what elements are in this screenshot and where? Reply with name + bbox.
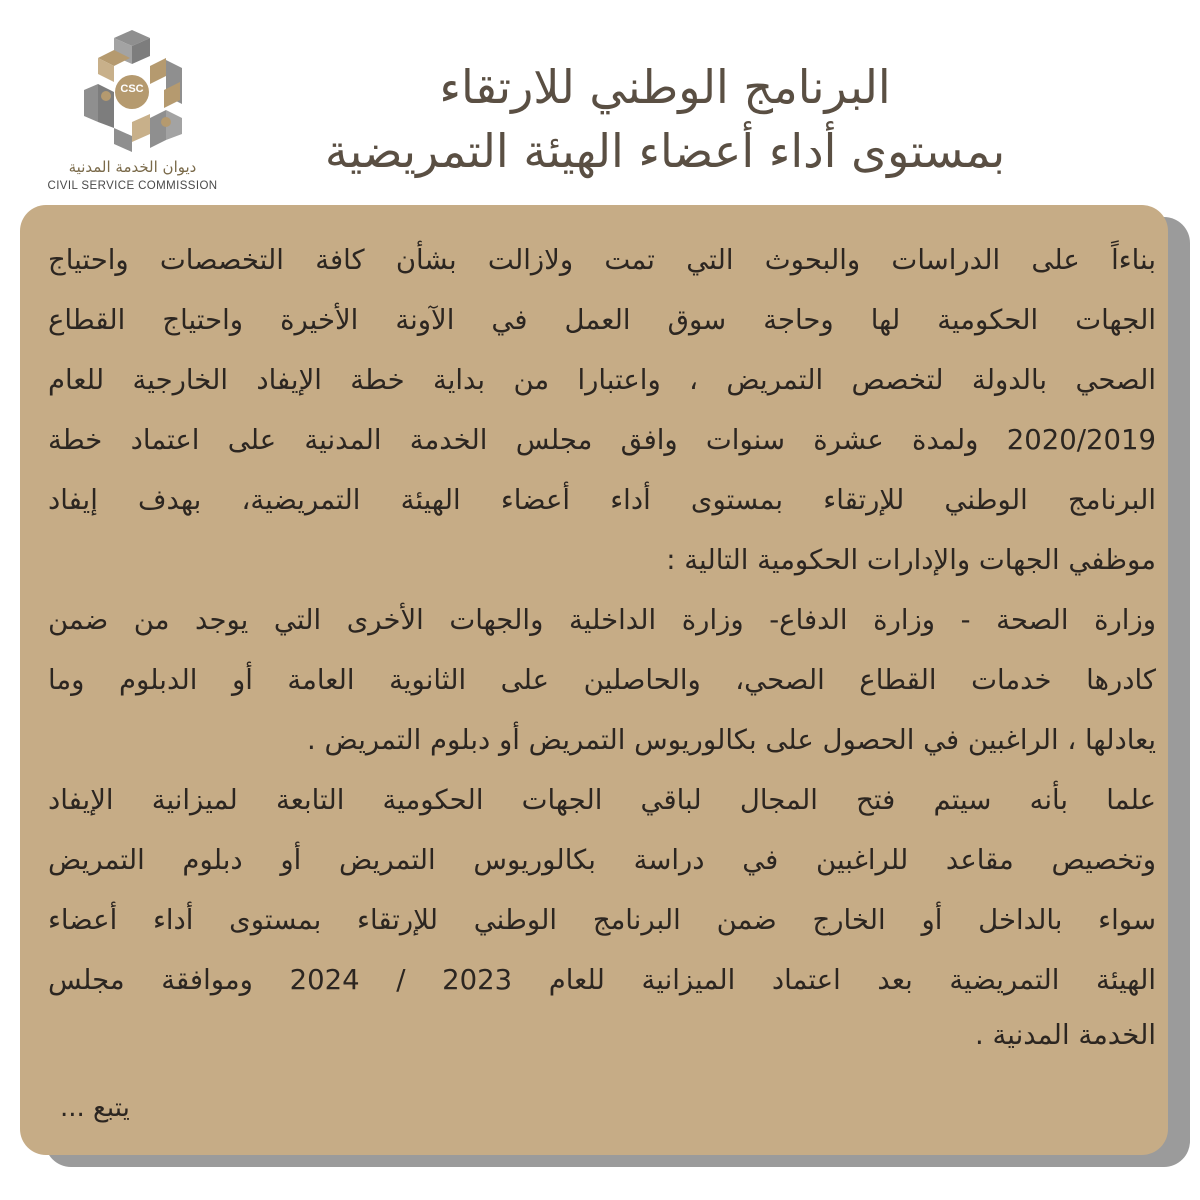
page-title bbox=[250, 55, 1080, 183]
logo-english-name: CIVIL SERVICE COMMISSION bbox=[47, 180, 218, 192]
body-line: الهيئة التمريضية بعد اعتماد الميزانية للعام 2023 / 2024 وموافقة مجلس bbox=[48, 964, 1156, 996]
title-line-1: البرنامج الوطني للارتقاء bbox=[439, 60, 891, 114]
body-line: 2020/2019 ولمدة عشرة سنوات وافق مجلس الخدمة المدنية على اعتماد خطة bbox=[48, 424, 1156, 456]
logo-arabic-name: ديوان الخدمة المدنية bbox=[68, 158, 197, 176]
body-line: الجهات الحكومية لها وحاجة سوق العمل في الآونة الأخيرة واحتياج القطاع bbox=[48, 304, 1156, 336]
body-line: سواء بالداخل أو الخارج ضمن البرنامج الوطني للإرتقاء بمستوى أداء أعضاء bbox=[48, 904, 1156, 936]
body-line: علما بأنه سيتم فتح المجال لباقي الجهات الحكومية التابعة لميزانية الإيفاد bbox=[48, 784, 1156, 816]
body-line: وزارة الصحة - وزارة الدفاع- وزارة الداخلية والجهات الأخرى التي يوجد من ضمن bbox=[48, 604, 1156, 636]
body-line: الخدمة المدنية . bbox=[975, 1019, 1156, 1051]
body-line: يعادلها ، الراغبين في الحصول على بكالوريوس التمريض أو دبلوم التمريض . bbox=[307, 724, 1156, 756]
csc-logo bbox=[40, 30, 225, 195]
title-line-2: بمستوى أداء أعضاء الهيئة التمريضية bbox=[324, 124, 1006, 178]
continue-label: يتبع ... bbox=[60, 1093, 130, 1123]
body-line: الصحي بالدولة لتخصص التمريض ، واعتبارا من بداية خطة الإيفاد الخارجية للعام bbox=[48, 364, 1156, 396]
logo-monogram: CSC bbox=[120, 83, 144, 95]
body-line: موظفي الجهات والإدارات الحكومية التالية : bbox=[666, 544, 1156, 576]
announcement-body bbox=[48, 230, 1156, 1060]
body-line: وتخصيص مقاعد للراغبين في دراسة بكالوريوس التمريض أو دبلوم التمريض bbox=[48, 844, 1156, 876]
body-line: كادرها خدمات القطاع الصحي، والحاصلين على الثانوية العامة أو الدبلوم وما bbox=[48, 664, 1156, 696]
body-line: بناءاً على الدراسات والبحوث التي تمت ولازالت بشأن كافة التخصصات واحتياج bbox=[48, 244, 1156, 276]
body-line: البرنامج الوطني للإرتقاء بمستوى أداء أعضاء الهيئة التمريضية، بهدف إيفاد bbox=[48, 484, 1156, 516]
